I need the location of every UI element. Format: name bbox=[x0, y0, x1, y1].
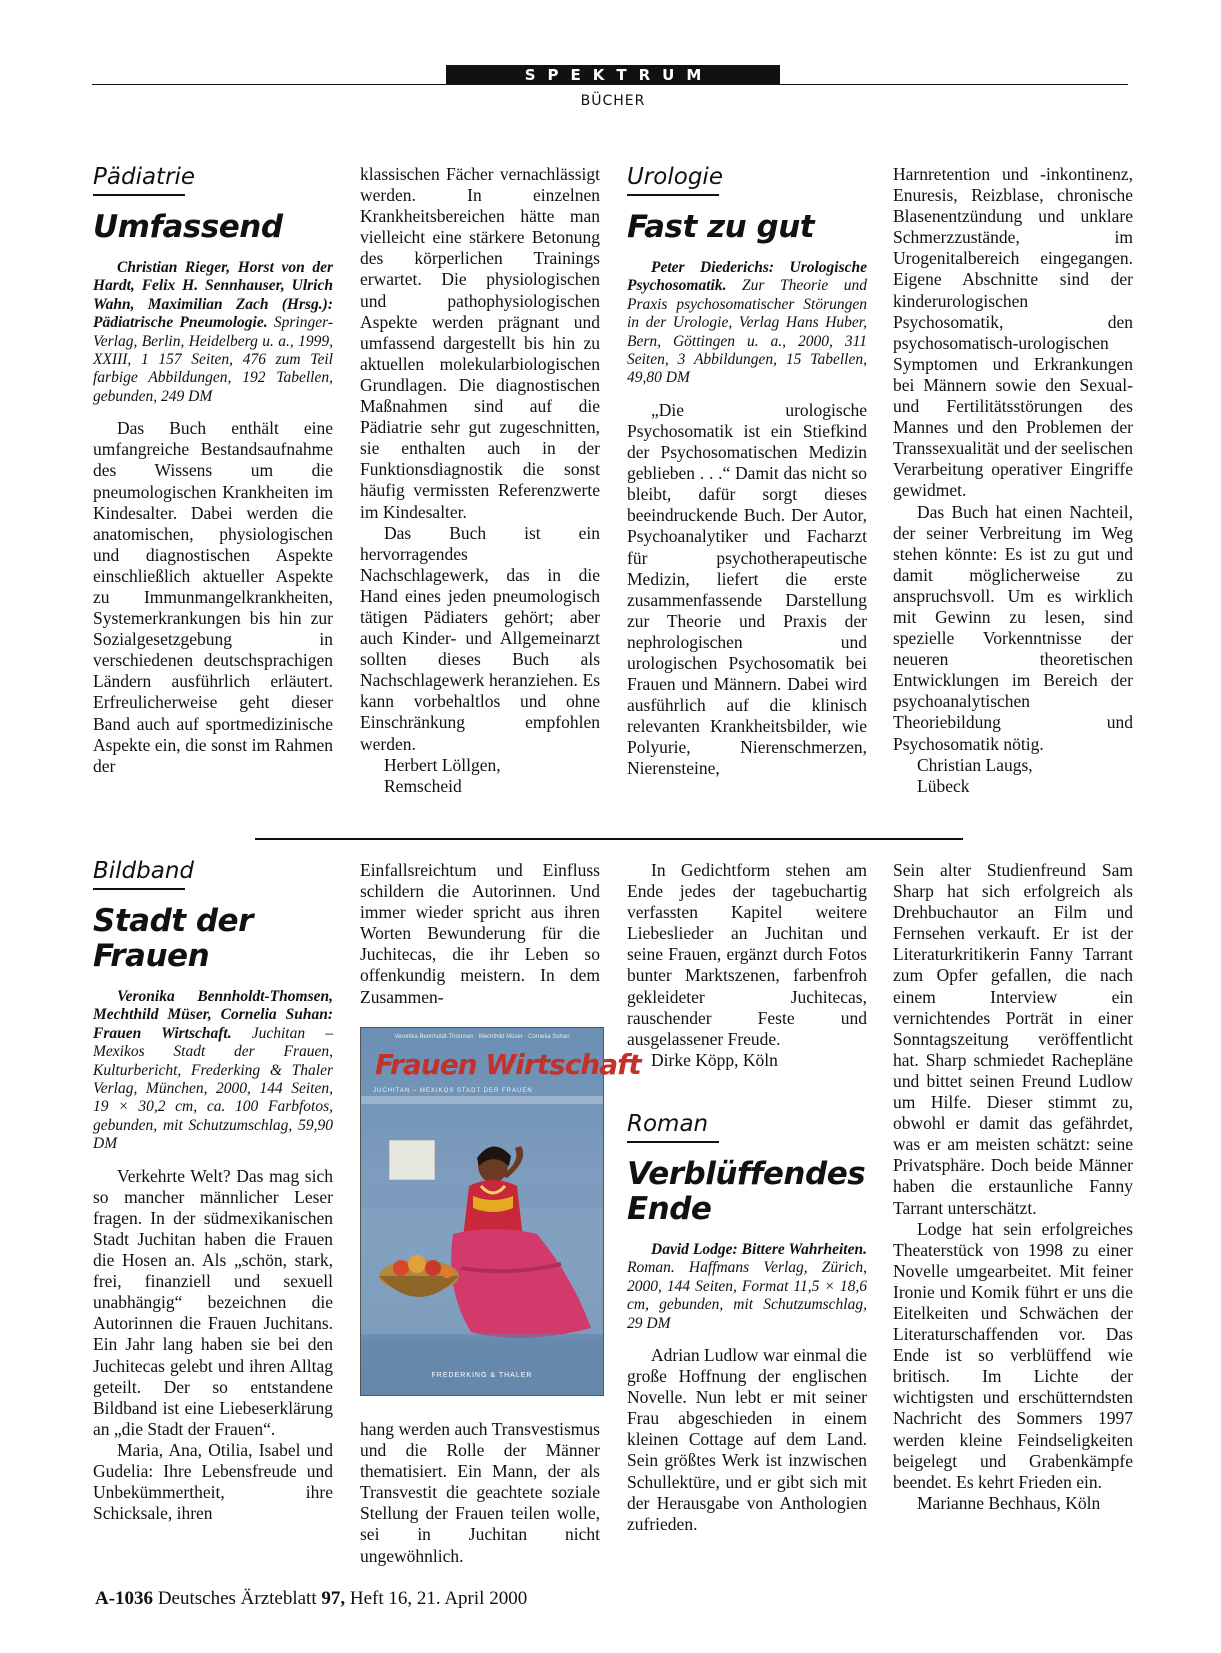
section-label: SPEKTRUM bbox=[446, 65, 780, 85]
review-paragraph: Sein alter Studienfreund Sam Sharp hat sich erfolgreich als Drehbuchautor an Film und Fernsehen verkauft. Er ist der Literaturkritikerin Fanny Tarrant zum Opfer gefallen, die nach einem Interview ein vernichtendes Porträt in einer Sonntagszeitung veröffentlicht hat. Sharp schmiedet Rachepläne und bittet seinen Freund Ludlow um Hilfe. Dieser stimmt zu, obwohl er damit das gefährdet, was er am meisten schätzt: seine Privatsphäre. Doch beide Männer haben die erstaunliche Fanny Tarrant unterschätzt. bbox=[893, 860, 1133, 1218]
review-paragraph: Verkehrte Welt? Das mag sich so mancher männlicher Leser fragen. In der südmexikanischen Stadt Juchitan haben die Frauen die Hosen an. Als „schön, stark, frei, finanziell und sexuell unabhängig“ bezeichnen die Autorinnen die Frauen Juchitans. Ein Jahr lang haben sie bei den Juchitecas gelebt und ihren Alltag geteilt. Der so entstandene Bildband ist eine Liebeserklärung an „die Stadt der Frauen“. bbox=[93, 1165, 333, 1439]
cover-subtitle: JUCHITAN – MEXIKOS STADT DER FRAUEN bbox=[373, 1088, 533, 1094]
bibliography-details: Roman. Haffmans Verlag, Zürich, 2000, 144 Seiten, Format 11,5 × 18,6 cm, gebunden, mit Schutzumschlag, 29 DM bbox=[627, 1259, 867, 1332]
review-paragraph: Das Buch hat einen Nachteil, der seiner Verbreitung im Weg stehen könnte: Es ist zu gut und damit möglicherweise zu anspruchsvoll. Um es wirklich mit Gewinn zu lesen, sind spezielle Vorkenntnisse der neueren theoretischen Entwicklungen im Bereich der psychoanalytischen Theoriebildung und Psychosomatik nötig. bbox=[893, 501, 1133, 754]
review-paediatrie bbox=[93, 162, 333, 777]
bibliography bbox=[627, 1241, 867, 1333]
category-label: Urologie bbox=[627, 164, 723, 190]
bibliography-details: Juchitan – Mexikos Stadt der Frauen, Kulturbericht, Frederking & Thaler Verlag, München, 2000, 144 Seiten, 19 × 30,2 cm, ca. 100 Farbfotos, gebunden, mit Schutzumschlag, 59,90 DM bbox=[93, 1024, 334, 1153]
cover-authors: Veronika Bennholdt-Thomsen · Mechthild Müser · Cornelia Suhan bbox=[394, 1034, 570, 1040]
review-bildband-continued bbox=[360, 860, 600, 1008]
review-roman bbox=[627, 860, 867, 1535]
bibliography-authors: David Lodge: Bittere Wahrheiten. bbox=[651, 1240, 867, 1258]
journal-issue: Heft 16, 21. April 2000 bbox=[345, 1588, 528, 1609]
bibliography bbox=[627, 259, 867, 388]
page-footer bbox=[95, 1588, 527, 1610]
bibliography-details: Zur Theorie und Praxis psychosomatischer Störungen in der Urologie, Verlag Hans Huber, Bern, Göttingen u. a., 2000, 311 Seiten, 3 Abbildungen, 15 Tabellen, 49,80 DM bbox=[627, 277, 867, 387]
signature: Dirke Köpp, Köln bbox=[651, 1049, 778, 1070]
signature-place: Remscheid bbox=[384, 775, 462, 796]
signature-place: Lübeck bbox=[917, 775, 970, 796]
review-paragraph: klassischen Fächer vernachlässigt werden. In einzelnen Krankheitsbereichen hätte man vielleicht eine stärkere Betonung des körperlichen Trainings erwartet. Die physiologischen und pathophysiologischen Aspekte werden prägnant und umfassend dargestellt bis hin zu aktuellen molekularbiologischen Grundlagen. Die diagnostischen Maßnahmen sind auf die Pädiatrie sehr gut zugeschnitten, sie enthalten auch in der Funktionsdiagnostik die sonst häufig vermissten Referenzwerte im Kindesalter. bbox=[360, 164, 600, 522]
review-headline: Umfassend bbox=[93, 209, 283, 245]
review-paragraph: Adrian Ludlow war einmal die große Hoffnung der englischen Novelle. Nun lebt er mit seiner Frau abgeschieden in einem kleinen Cottage auf dem Land. Sein größtes Werk ist inzwischen Schullektüre, und er gibt sich mit der Herausgabe von Anthologien zufrieden. bbox=[627, 1344, 867, 1534]
review-paragraph: Lodge hat sein erfolgreiches Theaterstück von 1998 zu einer Novelle umgearbeitet. Mit feiner Ironie und Komik führt er uns die Eitelkeiten und Schwächen der Literaturschaffenden vor. Das Ende ist so verblüffend wie britisch. Im Lichte der wichtigsten und erschütterndsten Nachricht des Sommers 1997 werden kleine Feindseligkeiten beigelegt und Grabenkämpfe beendet. Es kehrt Frieden ein. bbox=[893, 1218, 1133, 1492]
headline-line: Stadt der bbox=[93, 903, 253, 939]
bibliography-authors: Veronika Bennholdt-Thomsen, Mechthild Müser, Cornelia Suhan: Frauen Wirtschaft. bbox=[93, 988, 333, 1042]
review-paragraph: „Die urologische Psychosomatik ist ein Stiefkind der Psychosomatischen Medizin geblieben . . .“ Damit das nicht so bleibt, dafür sorgt dieses beeindruckende Buch. Der Autor, Psychoanalytiker und Facharzt für psychotherapeutische Medizin, liefert die erste zusammenfassende Darstellung zur Theorie und Praxis der nephrologischen und urologischen Psychosomatik bei Frauen und Männern. Dabei wird ausführlich auf die klinisch relevanten Krankheitsbilder, wie Polyurie, Nierenschmerzen, Nierensteine, bbox=[627, 399, 867, 779]
review-paragraph: Das Buch enthält eine umfangreiche Bestandsaufnahme des Wissens um die pneumologischen Krankheiten im Kindesalter. Dabei werden die anatomischen, physiologischen und diagnostischen Aspekte einschließlich aktueller Aspekte zu Immunmangelkrankheiten, Systemerkrankungen bis hin zur Sozialgesetzgebung in verschiedenen deutschsprachigen Ländern ausführlich erläutert. Erfreulicherweise geht dieser Band auch auf sportmedizinische Aspekte ein, die sonst im Rahmen der bbox=[93, 418, 333, 776]
bibliography bbox=[93, 988, 333, 1154]
headline-line: Verblüffendes bbox=[627, 1155, 866, 1192]
cover-photo-figure bbox=[361, 1028, 603, 1395]
book-cover-image bbox=[360, 1027, 641, 1396]
bibliography-authors: Peter Diederichs: Urologische Psychosomatik. bbox=[627, 259, 867, 295]
signature: Marianne Bechhaus, Köln bbox=[917, 1492, 1101, 1513]
review-paragraph: Maria, Ana, Otilia, Isabel und Gudelia: Ihre Lebensfreude und Unbekümmertheit, ihre Schicksale, ihren bbox=[93, 1439, 333, 1524]
journal-name: Deutsches Ärzteblatt bbox=[153, 1588, 322, 1609]
signature-name: Christian Laugs, bbox=[917, 754, 1033, 775]
cover-publisher: FREDERKING & THALER bbox=[431, 1372, 533, 1379]
review-bildband-continued-bottom bbox=[360, 1419, 600, 1567]
review-headline: Fast zu gut bbox=[627, 209, 815, 245]
category-label: Pädiatrie bbox=[93, 164, 196, 190]
bibliography-authors: Christian Rieger, Horst von der Hardt, Felix H. Sennhauser, Ulrich Wahn, Maximilian Zach (Hrsg.): Pädiatrische Pneumologie. bbox=[93, 259, 333, 332]
review-urologie-continued bbox=[893, 164, 1133, 797]
bibliography bbox=[93, 259, 333, 406]
headline-line: Ende bbox=[627, 1190, 712, 1227]
page-number: A-1036 bbox=[95, 1588, 154, 1609]
review-paragraph: In Gedichtform stehen am Ende jedes der tagebuchartig verfassten Kapitel weitere Liebeslieder an Juchitan und seine Frauen, ergänzt durch Fotos bunter Marktszenen, farbenfroh gekleideter Juchitecas, rauschender Feste und ausgelassener Freude. bbox=[627, 860, 867, 1049]
category-rule bbox=[627, 1141, 719, 1143]
review-headline bbox=[627, 1157, 867, 1227]
row-divider bbox=[255, 838, 963, 840]
category-label: Roman bbox=[627, 1110, 709, 1137]
review-paragraph: Einfallsreichtum und Einfluss schildern die Autorinnen. Und immer wieder spricht aus ihren Worten Bewunderung für die Juchitecas, die ihr Leben so offenkundig meistern. In dem Zusammen- bbox=[360, 860, 600, 1007]
subsection-label: BÜCHER bbox=[580, 93, 646, 109]
review-headline bbox=[93, 904, 333, 974]
review-paediatrie-continued bbox=[360, 164, 600, 797]
review-urologie bbox=[627, 162, 867, 780]
review-bildband bbox=[93, 856, 333, 1524]
signature-name: Herbert Löllgen, bbox=[384, 754, 501, 775]
bibliography-details: Springer-Verlag, Berlin, Heidelberg u. a., 1999, XXIII, 1 157 Seiten, 476 zum Teil farbige Abbildungen, 192 Tabellen, gebunden, 249 DM bbox=[93, 314, 333, 405]
journal-volume: 97, bbox=[321, 1588, 346, 1609]
category-label: Bildband bbox=[93, 858, 195, 884]
category-rule bbox=[627, 194, 719, 196]
review-paragraph: hang werden auch Transvestismus und die Rolle der Männer thematisiert. Ein Mann, der als Transvestit die geachtete soziale Stellung der Frauen teilen wolle, sei in Juchitan nicht ungewöhnlich. bbox=[360, 1419, 600, 1566]
cover-title: Frauen Wirtschaft bbox=[375, 1048, 641, 1081]
category-rule bbox=[93, 194, 185, 196]
review-paragraph: Das Buch ist ein hervorragendes Nachschlagewerk, das in die Hand eines jeden pneumologisch tätigen Pädiaters gehört; aber auch Kinder- und Allgemeinarzt sollten dieses Buch als Nachschlagewerk heranziehen. Es kann vorbehaltlos und ohne Einschränkung empfohlen werden. bbox=[360, 522, 600, 754]
review-paragraph: Harnretention und -inkontinenz, Enuresis, Reizblase, chronische Blasenentzündung und unklare Schmerzzustände, im Urogenitalbereich eingegangen. Eigene Abschnitte sind der kinderurologischen Psychosomatik, den psychosomatisch-urologischen Symptomen und Erkrankungen bei Männern sowie den Sexual- und Fertilitätsstörungen des Mannes und den Problemen der Transsexualität und der seelischen Verarbeitung operativer Eingriffe gewidmet. bbox=[893, 164, 1133, 501]
headline-line: Frauen bbox=[93, 938, 210, 974]
category-rule bbox=[93, 888, 185, 890]
review-roman-continued bbox=[893, 860, 1133, 1514]
